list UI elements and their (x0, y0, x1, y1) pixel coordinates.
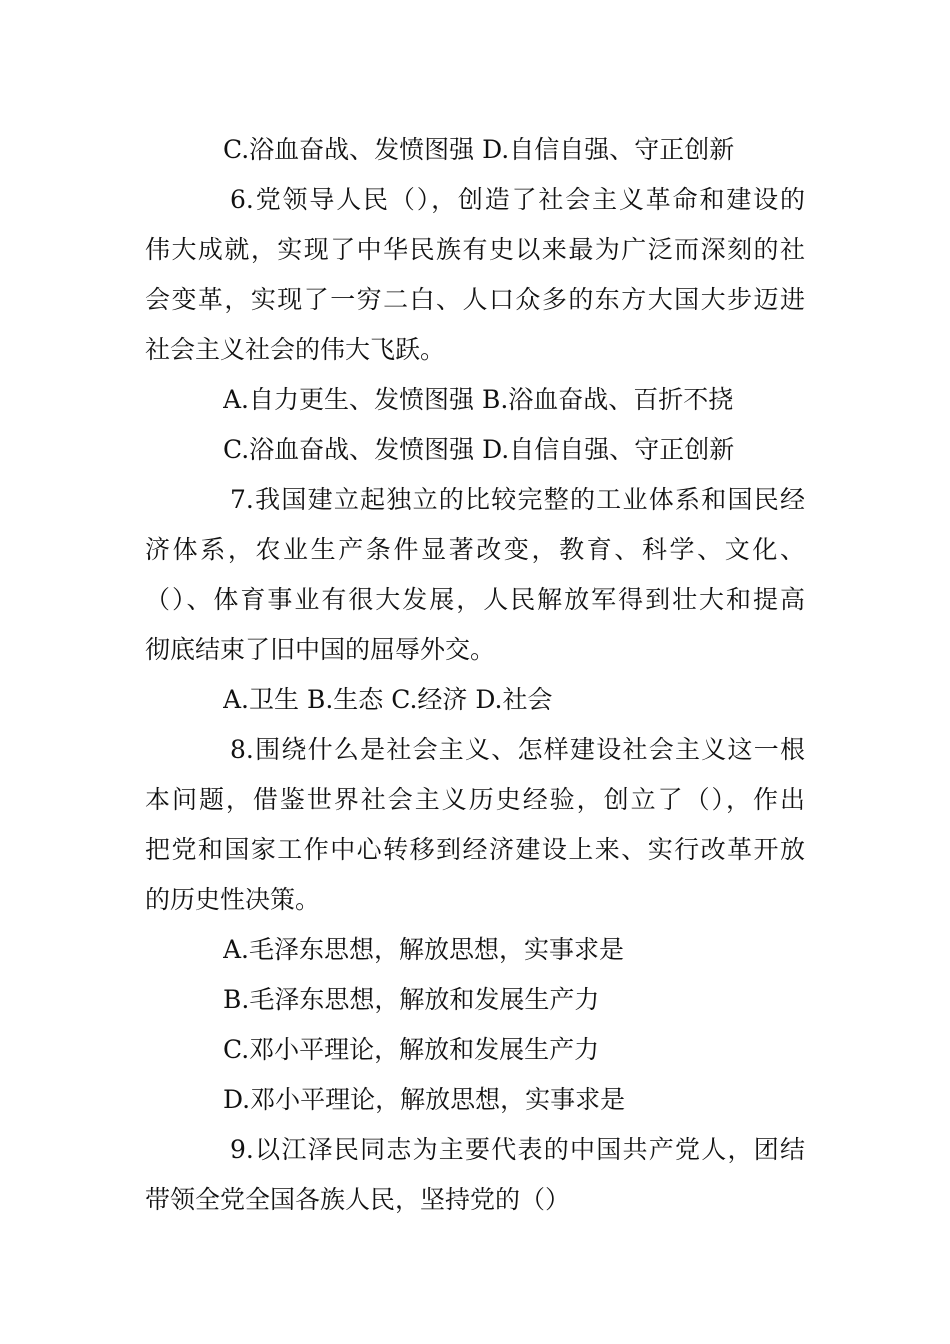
q6-line-4: 社会主义社会的伟大飞跃。 (145, 335, 446, 364)
q8-option-d: D.邓小平理论，解放思想，实事求是 (223, 1085, 626, 1114)
q7-line-3: （）、体育事业有很大发展，人民解放军得到壮大和提高 (145, 585, 805, 614)
q8-line-4: 的历史性决策。 (145, 885, 321, 914)
q7-options: A.卫生 B.生态 C.经济 D.社会 (223, 685, 553, 714)
q6-line-1: 6.党领导人民（），创造了社会主义革命和建设的 (230, 185, 805, 214)
q6-line-2: 伟大成就，实现了中华民族有史以来最为广泛而深刻的社 (145, 235, 805, 264)
q7-line-1: 7.我国建立起独立的比较完整的工业体系和国民经 (230, 485, 805, 514)
q8-option-a: A.毛泽东思想，解放思想，实事求是 (223, 935, 625, 964)
q6-line-3: 会变革，实现了一穷二白、人口众多的东方大国大步迈进 (145, 285, 805, 314)
q7-line-4: 彻底结束了旧中国的屈辱外交。 (145, 635, 496, 664)
q7-line-2: 济体系，农业生产条件显著改变，教育、科学、文化、 (145, 535, 805, 564)
q8-option-b: B.毛泽东思想，解放和发展生产力 (223, 985, 600, 1014)
q8-line-3: 把党和国家工作中心转移到经济建设上来、实行改革开放 (145, 835, 805, 864)
q6-options-ab: A.自力更生、发愤图强 B.浴血奋战、百折不挠 (223, 385, 734, 414)
q8-option-c: C.邓小平理论，解放和发展生产力 (223, 1035, 600, 1064)
q9-line-1: 9.以江泽民同志为主要代表的中国共产党人，团结 (230, 1135, 805, 1164)
q6-options-cd: C.浴血奋战、发愤图强 D.自信自强、守正创新 (223, 435, 735, 464)
q8-line-1: 8.围绕什么是社会主义、怎样建设社会主义这一根 (230, 735, 805, 764)
q8-line-2: 本问题，借鉴世界社会主义历史经验，创立了（），作出 (145, 785, 805, 814)
q9-line-2: 带领全党全国各族人民，坚持党的（） (145, 1185, 571, 1214)
q5-options-cd: C.浴血奋战、发愤图强 D.自信自强、守正创新 (223, 135, 735, 164)
